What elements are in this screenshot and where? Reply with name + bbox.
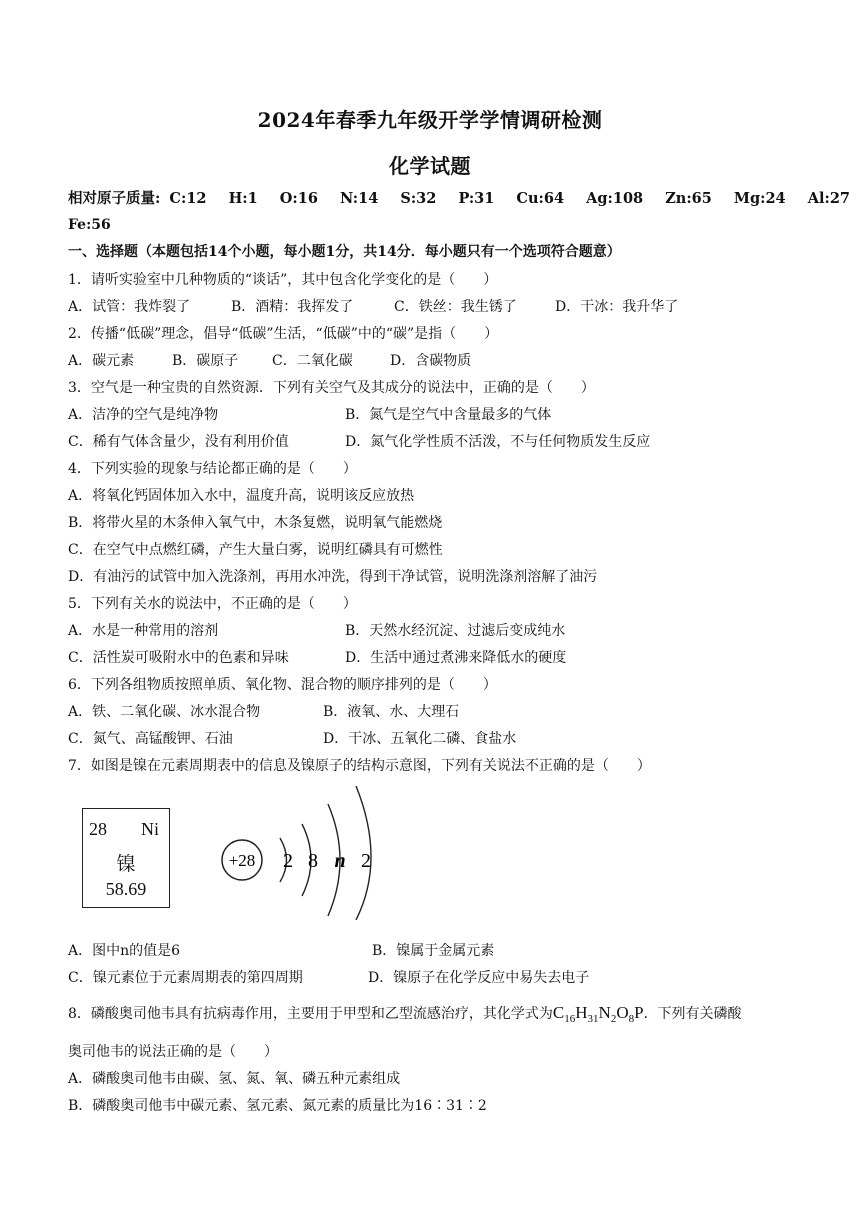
atomic-number: 28 bbox=[89, 819, 107, 839]
formula-element: O bbox=[616, 1003, 629, 1022]
atomic-mass-item: O:16 bbox=[279, 190, 318, 207]
option-a: A．将氧化钙固体加入水中，温度升高，说明该反应放热 bbox=[68, 488, 415, 504]
question-stem: 6．下列各组物质按照单质、氧化物、混合物的顺序排列的是（ ） bbox=[68, 677, 497, 693]
option-b: B．碳原子 bbox=[172, 353, 239, 369]
question-stem: 4．下列实验的现象与结论都正确的是（ ） bbox=[68, 461, 357, 477]
question-stem: 2．传播“低碳”理念，倡导“低碳”生活，“低碳”中的“碳”是指（ ） bbox=[68, 326, 499, 342]
option-b: B．氮气是空气中含量最多的气体 bbox=[345, 407, 552, 423]
question-stem-text: 8．磷酸奥司他韦具有抗病毒作用，主要用于甲型和乙型流感治疗，其化学式为 bbox=[68, 1006, 553, 1022]
option-d: D．干冰：我升华了 bbox=[555, 299, 679, 315]
atomic-mass: 58.69 bbox=[105, 879, 147, 899]
formula-element: C bbox=[552, 1003, 565, 1022]
option-c: C．在空气中点燃红磷，产生大量白雾，说明红磷具有可燃性 bbox=[68, 542, 443, 558]
section-heading: 一、选择题（本题包括14个小题，每小题1分，共14分．每小题只有一个选项符合题意） bbox=[68, 244, 621, 260]
option-d: D．干冰、五氧化二磷、食盐水 bbox=[323, 731, 517, 747]
chemical-formula bbox=[552, 1003, 644, 1025]
atom-structure-diagram bbox=[218, 780, 398, 920]
question-stem: 7．如图是镍在元素周期表中的信息及镍原子的结构示意图，下列有关说法不正确的是（ ） bbox=[68, 758, 651, 774]
option-d: D．有油污的试管中加入洗涤剂，再用水冲洗，得到干净试管，说明洗涤剂溶解了油污 bbox=[68, 569, 598, 585]
element-symbol: Ni bbox=[141, 819, 159, 839]
atomic-mass-item: Zn:65 bbox=[665, 190, 712, 207]
formula-subscript: 8 bbox=[628, 1013, 635, 1025]
option-b: B．磷酸奥司他韦中碳元素、氢元素、氮元素的质量比为16∶31∶2 bbox=[68, 1098, 487, 1114]
atomic-mass-item: N:14 bbox=[340, 190, 379, 207]
atomic-mass-item: Cu:64 bbox=[516, 190, 565, 207]
option-row bbox=[68, 969, 590, 987]
formula-element: P bbox=[634, 1003, 644, 1022]
option-c: C．铁丝：我生锈了 bbox=[394, 299, 517, 315]
option-row bbox=[68, 942, 495, 960]
question-stem-continued: 奥司他韦的说法正确的是（ ） bbox=[68, 1044, 278, 1060]
formula-element: H bbox=[575, 1003, 588, 1022]
option-a: A．洁净的空气是纯净物 bbox=[68, 407, 219, 423]
question-stem: 1．请听实验室中几种物质的“谈话”，其中包含化学变化的是（ ） bbox=[68, 272, 498, 288]
option-b: B．镍属于金属元素 bbox=[372, 943, 495, 959]
atomic-mass-item: C:12 bbox=[169, 190, 207, 207]
question-stem: 3．空气是一种宝贵的自然资源．下列有关空气及其成分的说法中，正确的是（ ） bbox=[68, 380, 595, 396]
atomic-mass-item: H:1 bbox=[228, 190, 258, 207]
option-row bbox=[68, 649, 567, 667]
option-a: A．水是一种常用的溶剂 bbox=[68, 623, 219, 639]
atomic-mass-item: P:31 bbox=[458, 190, 495, 207]
atomic-mass-item: Al:27 bbox=[807, 190, 851, 207]
option-a: A．图中n的值是6 bbox=[68, 943, 181, 959]
option-d: D．含碳物质 bbox=[390, 353, 472, 369]
option-row bbox=[68, 298, 679, 316]
question-stem: 5．下列有关水的说法中，不正确的是（ ） bbox=[68, 596, 357, 612]
shell-electrons: n bbox=[334, 850, 346, 872]
option-d: D．镍原子在化学反应中易失去电子 bbox=[368, 970, 590, 986]
atomic-mass-row bbox=[68, 190, 851, 208]
option-c: C．稀有气体含量少，没有利用价值 bbox=[68, 434, 289, 450]
option-row bbox=[68, 730, 517, 748]
exam-title: 2024年春季九年级开学学情调研检测 bbox=[257, 108, 603, 132]
atomic-mass-label: 相对原子质量: bbox=[68, 190, 161, 207]
element-name: 镍 bbox=[116, 854, 136, 875]
option-b: B．将带火星的木条伸入氧气中，木条复燃，说明氧气能燃烧 bbox=[68, 515, 443, 531]
atomic-mass-item: Fe:56 bbox=[68, 217, 111, 233]
option-a: A．磷酸奥司他韦由碳、氢、氮、氧、磷五种元素组成 bbox=[68, 1071, 401, 1087]
formula-subscript: 31 bbox=[587, 1013, 599, 1025]
shell-electrons: 2 bbox=[361, 850, 371, 872]
atomic-mass-item: Mg:24 bbox=[733, 190, 786, 207]
nucleus-charge: +28 bbox=[228, 851, 256, 870]
option-row bbox=[68, 622, 566, 640]
option-d: D．生活中通过煮沸来降低水的硬度 bbox=[345, 650, 567, 666]
formula-subscript: 2 bbox=[610, 1013, 617, 1025]
option-row bbox=[68, 433, 651, 451]
shell-electrons: 8 bbox=[308, 850, 318, 872]
option-c: C．镍元素位于元素周期表的第四周期 bbox=[68, 970, 303, 986]
option-c: C．活性炭可吸附水中的色素和异味 bbox=[68, 650, 289, 666]
option-a: A．碳元素 bbox=[68, 353, 135, 369]
option-b: B．天然水经沉淀、过滤后变成纯水 bbox=[345, 623, 566, 639]
option-row bbox=[68, 703, 460, 721]
question-stem-text: ．下列有关磷酸 bbox=[643, 1006, 742, 1022]
option-a: A．铁、二氧化碳、冰水混合物 bbox=[68, 704, 261, 720]
option-d: D．氮气化学性质不活泼，不与任何物质发生反应 bbox=[345, 434, 651, 450]
atomic-mass-item: Ag:108 bbox=[586, 190, 644, 207]
option-c: C．氮气、高锰酸钾、石油 bbox=[68, 731, 233, 747]
option-row bbox=[68, 406, 552, 424]
exam-subject: 化学试题 bbox=[389, 154, 471, 178]
option-row bbox=[68, 352, 472, 370]
periodic-element-card bbox=[82, 808, 170, 908]
option-c: C．二氧化碳 bbox=[272, 353, 353, 369]
formula-subscript: 16 bbox=[564, 1013, 576, 1025]
option-a: A．试管：我炸裂了 bbox=[68, 299, 191, 315]
question-stem bbox=[68, 1004, 742, 1028]
formula-element: N bbox=[598, 1003, 611, 1022]
shell-electrons: 2 bbox=[283, 850, 293, 872]
atomic-mass-item: S:32 bbox=[400, 190, 437, 207]
option-b: B．酒精：我挥发了 bbox=[231, 299, 354, 315]
option-b: B．液氧、水、大理石 bbox=[323, 704, 460, 720]
